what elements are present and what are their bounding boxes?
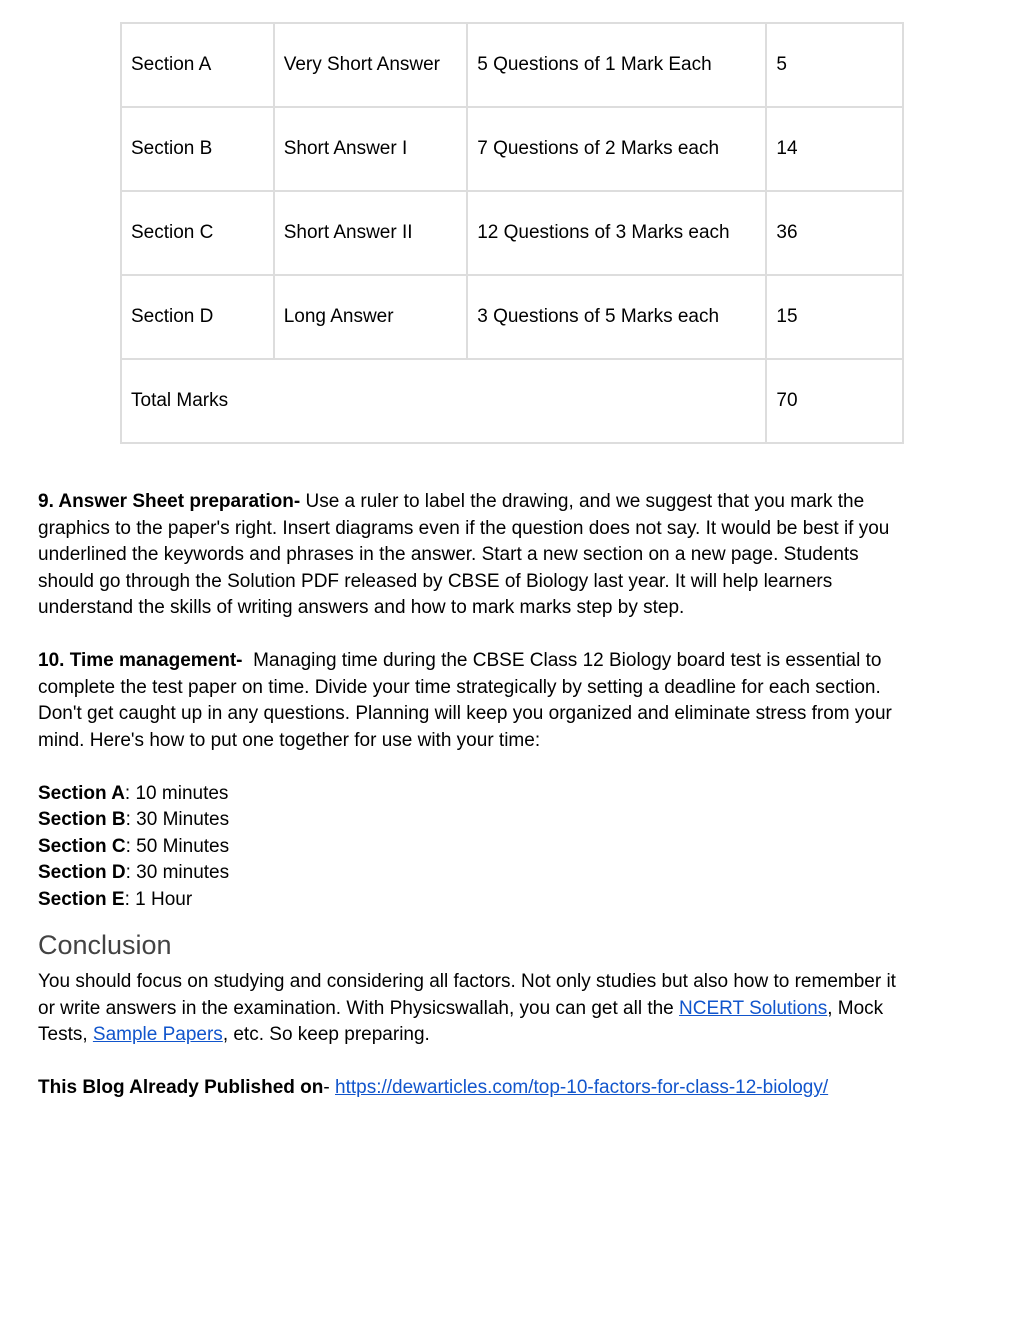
sample-papers-link[interactable]: Sample Papers	[92, 1024, 223, 1045]
schedule-label: Section A	[38, 782, 125, 804]
table-row	[121, 23, 903, 107]
schedule-value: : 50 Minutes	[125, 835, 230, 857]
ncert-solutions-link[interactable]: NCERT Solutions	[679, 997, 828, 1019]
table-cell-section: Section C	[121, 191, 274, 275]
published-paragraph	[38, 1075, 918, 1102]
answer-sheet-heading: 9. Answer Sheet preparation-	[38, 491, 301, 512]
answer-sheet-paragraph	[38, 489, 918, 622]
table-cell-questions: 5 Questions of 1 Mark Each	[467, 23, 766, 107]
schedule-label: Section D	[38, 862, 126, 883]
total-marks-label: Total Marks	[121, 359, 766, 443]
time-schedule-list	[38, 781, 918, 914]
conclusion-text: , Mock Tests,	[38, 997, 884, 1045]
table-cell-questions: 3 Questions of 5 Marks each	[467, 275, 766, 359]
table-row	[121, 191, 903, 275]
table-cell-marks: 36	[766, 191, 903, 275]
published-separator: -	[323, 1077, 335, 1098]
table-cell-section: Section B	[121, 107, 274, 191]
time-management-text: Managing time during the CBSE Class 12 Biology board test is essential to complete the test paper on time. Divide your time strategically by setting a deadline for each section. Don't get caught up in any questions. Planning will keep you organized and eliminate stress from your mind. Here's how to put one together for use with your time:	[38, 650, 898, 751]
schedule-item	[38, 887, 918, 914]
table-cell-marks: 14	[766, 107, 903, 191]
published-label: This Blog Already Published on	[38, 1077, 324, 1098]
table-cell-type: Very Short Answer	[274, 23, 468, 107]
document-body	[38, 489, 918, 1128]
table-cell-type: Long Answer	[274, 275, 468, 359]
time-management-heading: 10. Time management-	[38, 650, 243, 671]
schedule-item	[38, 834, 918, 861]
schedule-label: Section B	[38, 809, 126, 830]
table-cell-type: Short Answer I	[274, 107, 468, 191]
table-cell-questions: 7 Questions of 2 Marks each	[467, 107, 766, 191]
table-cell-marks: 15	[766, 275, 903, 359]
table-total-row	[121, 359, 903, 443]
conclusion-heading: Conclusion	[38, 930, 172, 960]
schedule-item	[38, 781, 918, 808]
time-management-paragraph	[38, 648, 918, 754]
published-url-link[interactable]: https://dewarticles.com/top-10-factors-for-class-12-biology/	[335, 1077, 829, 1098]
conclusion-paragraph	[38, 969, 918, 1049]
table-row	[121, 107, 903, 191]
table-cell-marks: 5	[766, 23, 903, 107]
schedule-label: Section C	[38, 835, 126, 857]
schedule-item	[38, 860, 918, 887]
table-row	[121, 275, 903, 359]
conclusion-text: , etc. So keep preparing.	[222, 1024, 430, 1045]
marks-distribution-table	[120, 22, 904, 444]
total-marks-value: 70	[766, 359, 903, 443]
schedule-item	[38, 807, 918, 834]
schedule-value: : 1 Hour	[124, 888, 193, 910]
schedule-value: : 30 minutes	[125, 862, 230, 883]
table-cell-questions: 12 Questions of 3 Marks each	[467, 191, 766, 275]
answer-sheet-text: Use a ruler to label the drawing, and we suggest that you mark the graphics to the paper's right. Insert diagrams even if the question does not say. It would be best if you underlined the keywords and phrases in the answer. Start a new section on a new page. Students should go through the Solution PDF released by CBSE of Biology last year. It will help learners understand the skills of writing answers and how to mark marks step by step.	[38, 491, 890, 618]
schedule-value: : 10 minutes	[124, 782, 229, 804]
schedule-value: : 30 Minutes	[125, 809, 230, 830]
table-cell-type: Short Answer II	[274, 191, 468, 275]
table-cell-section: Section A	[121, 23, 274, 107]
schedule-label: Section E	[38, 888, 125, 910]
table-cell-section: Section D	[121, 275, 274, 359]
conclusion-text: You should focus on studying and considering all factors. Not only studies but also how to remember it or write answers in the examination. With Physicswallah, you can get all the	[38, 971, 896, 1019]
